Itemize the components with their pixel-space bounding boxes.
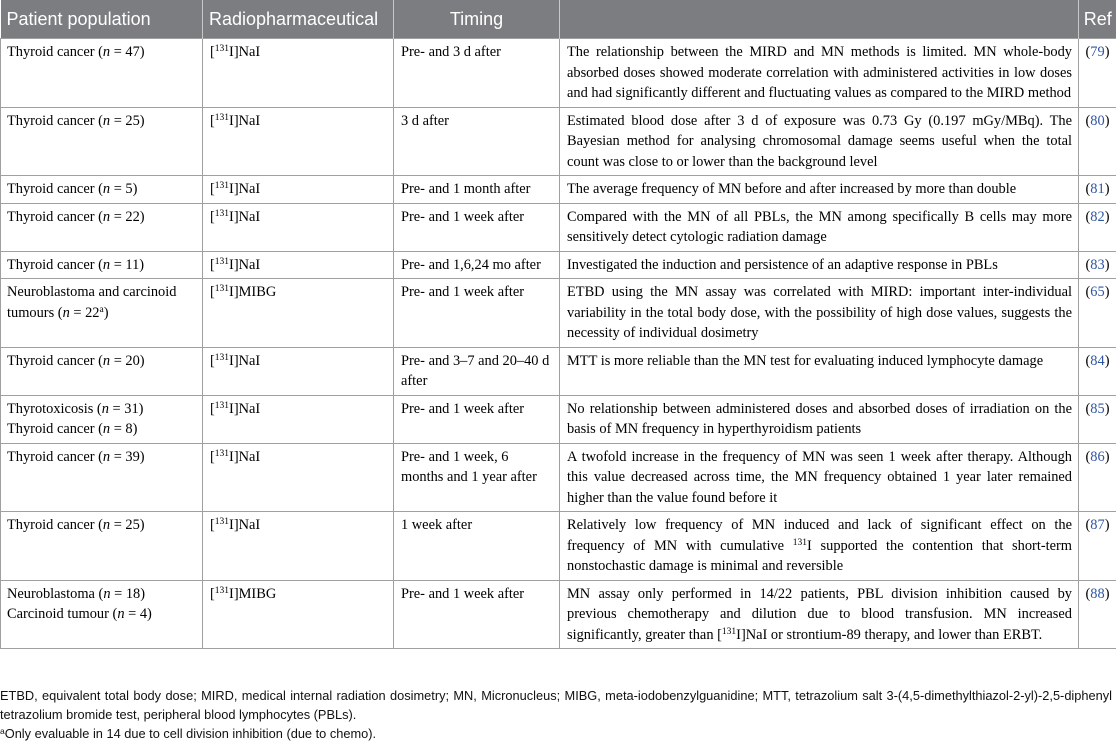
- cell-ref: [1079, 395, 1116, 443]
- radio-open-bracket: [: [210, 44, 215, 60]
- finding-text: Relatively low frequency of MN induced and lack of significant effect on the frequency of MN with cumulative: [567, 517, 1072, 554]
- ref-open-paren: (: [1085, 208, 1091, 225]
- population-text: Neuroblastoma and carcinoid tumours (: [7, 284, 177, 321]
- radio-compound: I]NaI: [229, 400, 261, 417]
- radio-open-bracket: [: [210, 448, 215, 465]
- radio-compound: I]NaI: [229, 112, 261, 129]
- header-patient-population: Patient population: [1, 0, 203, 39]
- cell-ref: [1079, 39, 1116, 108]
- cell-radiopharmaceutical: [203, 107, 394, 176]
- sample-size-value: = 25): [110, 112, 145, 129]
- cell-ref: [1079, 580, 1116, 649]
- ref-close-paren: ): [1104, 181, 1110, 197]
- ref-close-paren: ): [1104, 112, 1110, 129]
- cell-radiopharmaceutical: [203, 395, 394, 443]
- population-line: [7, 584, 196, 605]
- cell-findings: Compared with the MN of all PBLs, the MN among specifically B cells may more sensitively detect cytologic radiation damage: [560, 203, 1079, 251]
- cell-timing: Pre- and 1,6,24 mo after: [394, 251, 560, 279]
- isotope-mass-number: 131: [214, 181, 230, 191]
- table-row: [1, 107, 1116, 176]
- population-line: [7, 42, 196, 63]
- population-text: Thyroid cancer (: [7, 44, 103, 60]
- population-line: [7, 399, 196, 420]
- reference-link[interactable]: 79: [1090, 44, 1105, 60]
- cell-findings: [560, 580, 1079, 649]
- cell-radiopharmaceutical: [203, 279, 394, 348]
- table-row: [1, 395, 1116, 443]
- cell-patient-population: [1, 39, 203, 108]
- cell-radiopharmaceutical: [203, 251, 394, 279]
- cell-timing: Pre- and 1 week after: [394, 203, 560, 251]
- cell-findings: The relationship between the MIRD and MN methods is limited. MN whole-body absorbed doses showed moderate correlation with administered activities in low doses and had significantly different and fluctuating values as compared to the MIRD method: [560, 39, 1079, 108]
- ref-close-paren: ): [1104, 256, 1110, 273]
- table-header-row: [1, 0, 1116, 39]
- ref-open-paren: (: [1085, 585, 1091, 602]
- isotope-mass-number: 131: [214, 44, 230, 54]
- isotope-mass-number: 131: [214, 585, 230, 596]
- isotope-mass-number: 131: [214, 284, 230, 294]
- table-row: [1, 443, 1116, 512]
- ref-open-paren: (: [1085, 400, 1091, 417]
- reference-link[interactable]: 85: [1090, 400, 1105, 417]
- table-body: [1, 39, 1116, 649]
- ref-open-paren: (: [1085, 284, 1091, 300]
- table-footnotes: [0, 686, 1112, 743]
- sample-size-value: = 5): [110, 181, 138, 197]
- cell-ref: [1079, 512, 1116, 581]
- header-timing: Timing: [394, 0, 560, 39]
- population-text: Thyroid cancer (: [7, 181, 103, 197]
- cell-ref: [1079, 347, 1116, 395]
- cell-ref: [1079, 279, 1116, 348]
- sample-size-symbol: n: [102, 448, 111, 465]
- header-ref: Ref: [1079, 0, 1116, 39]
- population-text: Thyroid cancer (: [7, 352, 103, 369]
- population-line: [7, 207, 196, 228]
- cell-patient-population: [1, 395, 203, 443]
- radio-compound: I]NaI: [229, 208, 261, 225]
- isotope-mass-number: 131: [214, 352, 230, 363]
- population-line: [7, 255, 196, 276]
- isotope-mass-number: 131: [214, 256, 230, 267]
- table-row: [1, 176, 1116, 204]
- isotope-mass-number: 131: [214, 112, 230, 123]
- cell-radiopharmaceutical: [203, 39, 394, 108]
- radio-compound: I]NaI: [229, 256, 261, 273]
- cell-patient-population: [1, 580, 203, 649]
- isotope-mass-number: 131: [214, 208, 230, 219]
- sample-size-value: = 22): [110, 208, 145, 225]
- population-line: [7, 282, 196, 323]
- population-text: Thyrotoxicosis (: [7, 400, 102, 417]
- table-row: [1, 512, 1116, 581]
- table-row: [1, 39, 1116, 108]
- cell-timing: 3 d after: [394, 107, 560, 176]
- cell-ref: [1079, 251, 1116, 279]
- footnote-marker: a: [99, 304, 104, 315]
- footnote-a-text: Only evaluable in 14 due to cell division inhibition (due to chemo).: [4, 726, 377, 741]
- ref-close-paren: ): [1104, 585, 1110, 602]
- cell-radiopharmaceutical: [203, 347, 394, 395]
- sample-size-symbol: n: [102, 181, 111, 197]
- ref-open-paren: (: [1085, 448, 1091, 465]
- cell-patient-population: [1, 443, 203, 512]
- radio-compound: I]MIBG: [229, 585, 277, 602]
- cell-radiopharmaceutical: [203, 512, 394, 581]
- radio-compound: I]MIBG: [229, 284, 277, 300]
- table-row: [1, 251, 1116, 279]
- population-line: [7, 447, 196, 468]
- isotope-mass-number: 131: [214, 400, 230, 411]
- radio-compound: I]NaI: [229, 448, 261, 465]
- finding-text: I supported the contention that short-term nonstochastic damage is minimal and reversible: [567, 537, 1073, 574]
- cell-timing: Pre- and 1 week after: [394, 395, 560, 443]
- sample-size-symbol: n: [102, 421, 111, 437]
- ref-open-paren: (: [1085, 112, 1091, 129]
- reference-link[interactable]: 86: [1090, 448, 1105, 465]
- table-row: [1, 279, 1116, 348]
- cell-findings: The average frequency of MN before and after increased by more than double: [560, 176, 1079, 204]
- population-text: Thyroid cancer (: [7, 112, 103, 129]
- isotope-mass-number: 131: [721, 626, 737, 637]
- footnote-a: [0, 724, 1112, 743]
- cell-ref: [1079, 176, 1116, 204]
- table-row: [1, 203, 1116, 251]
- ref-open-paren: (: [1085, 352, 1091, 369]
- sample-size-symbol: n: [102, 256, 111, 273]
- population-line: [7, 111, 196, 132]
- closing-paren: ): [103, 304, 109, 321]
- cell-radiopharmaceutical: [203, 580, 394, 649]
- cell-timing: Pre- and 1 month after: [394, 176, 560, 204]
- sample-size-value: = 18): [110, 585, 146, 602]
- sample-size-symbol: n: [102, 352, 111, 369]
- cell-timing: Pre- and 3–7 and 20–40 d after: [394, 347, 560, 395]
- sample-size-symbol: n: [117, 606, 125, 622]
- reference-link[interactable]: 80: [1090, 112, 1105, 129]
- cell-patient-population: [1, 176, 203, 204]
- ref-close-paren: ): [1104, 517, 1110, 533]
- cell-timing: 1 week after: [394, 512, 560, 581]
- sample-size-symbol: n: [103, 585, 111, 602]
- cell-radiopharmaceutical: [203, 176, 394, 204]
- population-line: [7, 351, 196, 372]
- radio-open-bracket: [: [210, 352, 215, 369]
- ref-open-paren: (: [1085, 181, 1091, 197]
- radio-open-bracket: [: [210, 112, 215, 129]
- population-text: Carcinoid tumour (: [7, 606, 118, 622]
- ref-close-paren: ): [1104, 44, 1110, 60]
- population-text: Neuroblastoma (: [7, 585, 104, 602]
- radio-compound: I]NaI: [229, 352, 261, 369]
- reference-link[interactable]: 88: [1090, 585, 1105, 602]
- population-line: [7, 419, 196, 440]
- population-line: [7, 515, 196, 536]
- population-text: Thyroid cancer (: [7, 208, 103, 225]
- population-text: Thyroid cancer (: [7, 256, 103, 273]
- cell-findings: ETBD using the MN assay was correlated with MIRD: important inter-individual variability in the total body dose, with the possibility of high dose values, suggests the necessity of individual dosimetry: [560, 279, 1079, 348]
- cell-radiopharmaceutical: [203, 443, 394, 512]
- finding-text: I]NaI or strontium-89 therapy, and lower than ERBT.: [736, 626, 1043, 643]
- radio-open-bracket: [: [210, 181, 215, 197]
- sample-size-value: = 39): [110, 448, 145, 465]
- cell-findings: A twofold increase in the frequency of MN was seen 1 week after therapy. Although this value decreased across time, the MN frequency obtained 1 year later remained higher than the value found before it: [560, 443, 1079, 512]
- footnote-marker: a: [0, 726, 5, 736]
- radio-open-bracket: [: [210, 400, 215, 417]
- ref-close-paren: ): [1104, 352, 1110, 369]
- sample-size-value: = 20): [110, 352, 145, 369]
- cell-timing: Pre- and 1 week after: [394, 580, 560, 649]
- sample-size-value: = 25): [110, 517, 145, 533]
- reference-link[interactable]: 87: [1090, 517, 1105, 533]
- ref-open-paren: (: [1085, 256, 1091, 273]
- radio-open-bracket: [: [210, 284, 215, 300]
- reference-link[interactable]: 81: [1090, 181, 1105, 197]
- sample-size-symbol: n: [101, 400, 109, 417]
- population-line: [7, 604, 196, 625]
- cell-patient-population: [1, 203, 203, 251]
- cell-timing: Pre- and 1 week, 6 months and 1 year after: [394, 443, 560, 512]
- isotope-mass-number: 131: [214, 448, 230, 459]
- cell-findings: No relationship between administered doses and absorbed doses of irradiation on the basis of MN frequency in hyperthyroidism patients: [560, 395, 1079, 443]
- sample-size-symbol: n: [102, 112, 111, 129]
- sample-size-value: = 11): [110, 256, 145, 273]
- header-findings: [560, 0, 1079, 39]
- cell-patient-population: [1, 279, 203, 348]
- table-row: [1, 580, 1116, 649]
- cell-findings: Investigated the induction and persistence of an adaptive response in PBLs: [560, 251, 1079, 279]
- population-text: Thyroid cancer (: [7, 421, 103, 437]
- sample-size-value: = 31): [108, 400, 144, 417]
- cell-findings: [560, 512, 1079, 581]
- cell-patient-population: [1, 512, 203, 581]
- abbreviations-note: ETBD, equivalent total body dose; MIRD, medical internal radiation dosimetry; MN, Micronucleus; MIBG, meta-iodobenzylguanidine; MTT, tetrazolium salt 3-(4,5-dimethylthiazol-2-yl)-2,5-diphenyl tetrazolium bromide test, peripheral blood lymphocytes (PBLs).: [0, 688, 1112, 722]
- cell-findings: Estimated blood dose after 3 d of exposure was 0.73 Gy (0.197 mGy/MBq). The Bayesian method for analysing chromosomal damage seems useful when the total count was close to or lower than the background level: [560, 107, 1079, 176]
- ref-close-paren: ): [1104, 284, 1110, 300]
- sample-size-value: = 8): [110, 421, 138, 437]
- reference-link[interactable]: 84: [1090, 352, 1105, 369]
- sample-size-value: = 22: [69, 304, 100, 321]
- radio-open-bracket: [: [210, 585, 215, 602]
- cell-timing: Pre- and 3 d after: [394, 39, 560, 108]
- isotope-mass-number: 131: [214, 517, 230, 527]
- radio-compound: I]NaI: [229, 517, 261, 533]
- radio-compound: I]NaI: [229, 44, 261, 60]
- table-row: [1, 347, 1116, 395]
- sample-size-value: = 4): [124, 606, 152, 622]
- radio-open-bracket: [: [210, 517, 215, 533]
- reference-link[interactable]: 83: [1090, 256, 1105, 273]
- ref-close-paren: ): [1104, 400, 1110, 417]
- isotope-mass-number: 131: [792, 537, 808, 548]
- cell-patient-population: [1, 251, 203, 279]
- sample-size-symbol: n: [102, 44, 111, 60]
- sample-size-symbol: n: [102, 208, 111, 225]
- population-text: Thyroid cancer (: [7, 448, 103, 465]
- cell-ref: [1079, 107, 1116, 176]
- radio-open-bracket: [: [210, 208, 215, 225]
- cell-patient-population: [1, 107, 203, 176]
- population-line: [7, 179, 196, 200]
- reference-link[interactable]: 65: [1090, 284, 1105, 300]
- finding-text: MN assay only performed in 14/22 patients, PBL division inhibition caused by previous chemotherapy and dilution due to blood transfusion. MN increased significantly, greater than [: [567, 585, 1072, 643]
- sample-size-symbol: n: [102, 517, 111, 533]
- ref-close-paren: ): [1104, 208, 1110, 225]
- cell-timing: Pre- and 1 week after: [394, 279, 560, 348]
- cell-radiopharmaceutical: [203, 203, 394, 251]
- cell-findings: MTT is more reliable than the MN test for evaluating induced lymphocyte damage: [560, 347, 1079, 395]
- header-radiopharmaceutical: Radiopharmaceutical: [203, 0, 394, 39]
- radio-compound: I]NaI: [229, 181, 261, 197]
- ref-open-paren: (: [1085, 517, 1091, 533]
- population-text: Thyroid cancer (: [7, 517, 103, 533]
- radio-open-bracket: [: [210, 256, 215, 273]
- sample-size-value: = 47): [110, 44, 145, 60]
- ref-close-paren: ): [1104, 448, 1110, 465]
- cell-ref: [1079, 443, 1116, 512]
- ref-open-paren: (: [1085, 44, 1091, 60]
- sample-size-symbol: n: [62, 304, 70, 321]
- reference-link[interactable]: 82: [1090, 208, 1105, 225]
- cell-patient-population: [1, 347, 203, 395]
- cell-ref: [1079, 203, 1116, 251]
